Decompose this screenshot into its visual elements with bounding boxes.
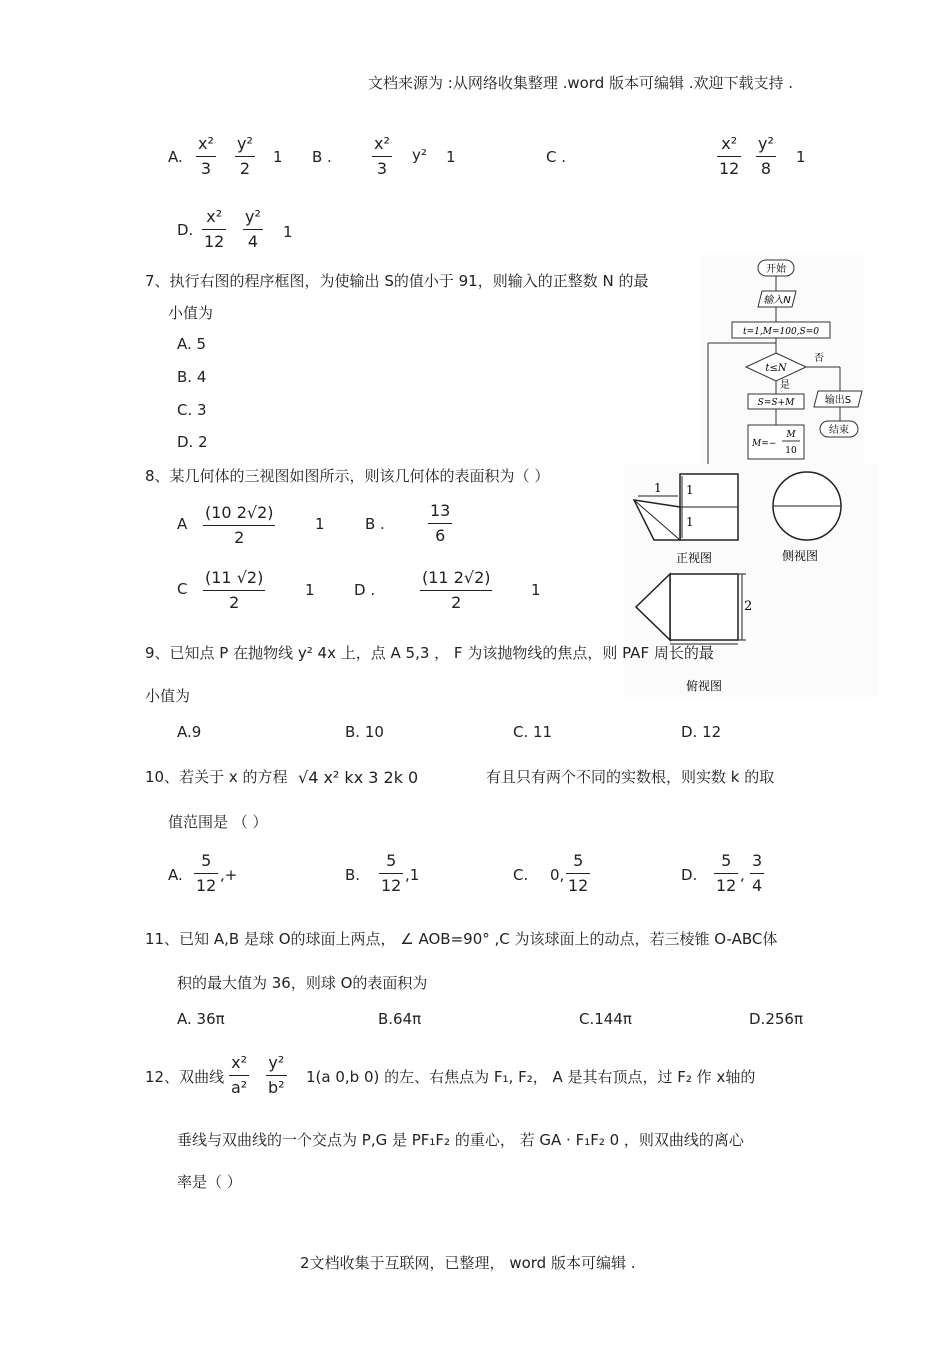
q8-fraction-c: (11 √2) 2 [205,568,264,612]
fraction: y² b² [268,1053,285,1097]
fraction: y² 4 [245,207,261,251]
q11-option-a: A. 36π [177,1010,225,1028]
q8-fraction-b: 13 6 [430,501,451,545]
flow-start-label: 开始 [766,264,786,275]
q10-stem-line1c: 有且只有两个不同的实数根，则实数 k 的取 [486,768,775,786]
q12-stem-start: 12、双曲线 [145,1068,225,1086]
q7-stem-line1: 7、执行右图的程序框图，为使输出 S的值小于 91，则输入的正整数 N 的最 [145,272,649,290]
fraction: x² 3 [374,134,390,178]
q9-option-b: B. 10 [345,723,384,741]
fraction: 5 12 [568,851,589,895]
fraction: x² a² [231,1053,248,1097]
q10-stem-line1a: 10、若关于 x 的方程 [145,768,288,786]
flow-condition-label: t≤N [765,363,787,374]
front-dim-1: 1 [654,481,662,495]
top-dim-2: 2 [744,599,753,614]
q11-option-d: D.256π [749,1010,803,1028]
q12-stem-line1: 1(a 0,b 0) 的左、右焦点为 F₁, F₂， A 是其右顶点，过 F₂ 作 x轴的 [306,1068,756,1086]
q12-stem-line2: 垂线与双曲线的一个交点为 P,G 是 PF₁F₂ 的重心， 若 GA · F₁F₂ 0 ，则双曲线的离心 [177,1131,744,1149]
fraction: y² 2 [237,134,253,178]
flow-step-sum-label: S=S+M [757,398,795,408]
flowchart-figure [700,255,864,465]
fraction: y² 8 [758,134,774,178]
q9-option-a: A.9 [177,723,202,741]
flow-input-label: 输入N [763,295,791,306]
fraction: 3 4 [752,851,763,895]
fraction: 5 12 [716,851,737,895]
q7-option-d: D. 2 [177,433,208,451]
q11-option-b: B.64π [378,1010,422,1028]
flow-step-divide-label: M=− [752,439,777,449]
q8-fraction-a: (10 2√2) 2 [205,503,274,547]
flow-output-label: 输出S [824,395,852,406]
q11-option-c: C.144π [579,1010,632,1028]
fraction: 5 12 [381,851,402,895]
top-view-label: 俯视图 [686,679,723,693]
page-footer: 2文档收集于互联网，已整理， word 版本可编辑 . [300,1254,636,1272]
front-dim-3: 1 [686,515,694,529]
q10-equation: √4 x² kx 3 2k 0 [298,768,419,787]
flow-fraction-num: M [786,430,796,440]
top-view-square [670,574,738,640]
q9-option-d: D. 12 [681,723,722,741]
front-view-label: 正视图 [676,551,713,565]
q10-stem-line2: 值范围是 （ ） [168,813,268,831]
fraction: x² 3 [198,134,214,178]
fraction: x² 12 [204,207,225,251]
q7-option-b: B. 4 [177,368,207,386]
q9-stem-line1: 9、已知点 P 在抛物线 y² 4x 上，点 A 5,3 ， F 为该抛物线的焦点，则 PAF 周长的最 [145,644,714,662]
q11-stem-line2: 积的最大值为 36，则球 O的表面积为 [177,974,428,992]
side-view-label: 侧视图 [782,549,819,563]
q9-option-c: C. 11 [513,723,553,741]
q7-stem-line2: 小值为 [168,304,214,322]
q7-option-a: A. 5 [177,335,207,353]
q11-stem-line1: 11、已知 A,B 是球 O的球面上两点， ∠ AOB=90° ,C 为该球面上的动点，若三棱锥 O-ABC体 [145,930,778,948]
flow-yes-label: 是 [780,380,790,391]
q8-stem: 8、某几何体的三视图如图所示，则该几何体的表面积为（ ） [145,467,550,485]
page-header: 文档来源为 :从网络收集整理 .word 版本可编辑 .欢迎下载支持 . [368,74,794,92]
flow-fraction-den: 10 [785,446,797,456]
q9-stem-line2: 小值为 [145,687,191,705]
front-dim-2: 1 [686,483,694,497]
q12-stem-line3: 率是（ ） [177,1173,242,1191]
flow-no-label: 否 [814,353,824,364]
fraction: x² 12 [719,134,740,178]
flow-init-label: t=1,M=100,S=0 [743,327,819,337]
flow-end-label: 结束 [829,425,849,436]
q8-fraction-d: (11 2√2) 2 [422,568,491,612]
fraction: 5 12 [196,851,217,895]
q7-option-c: C. 3 [177,401,207,419]
